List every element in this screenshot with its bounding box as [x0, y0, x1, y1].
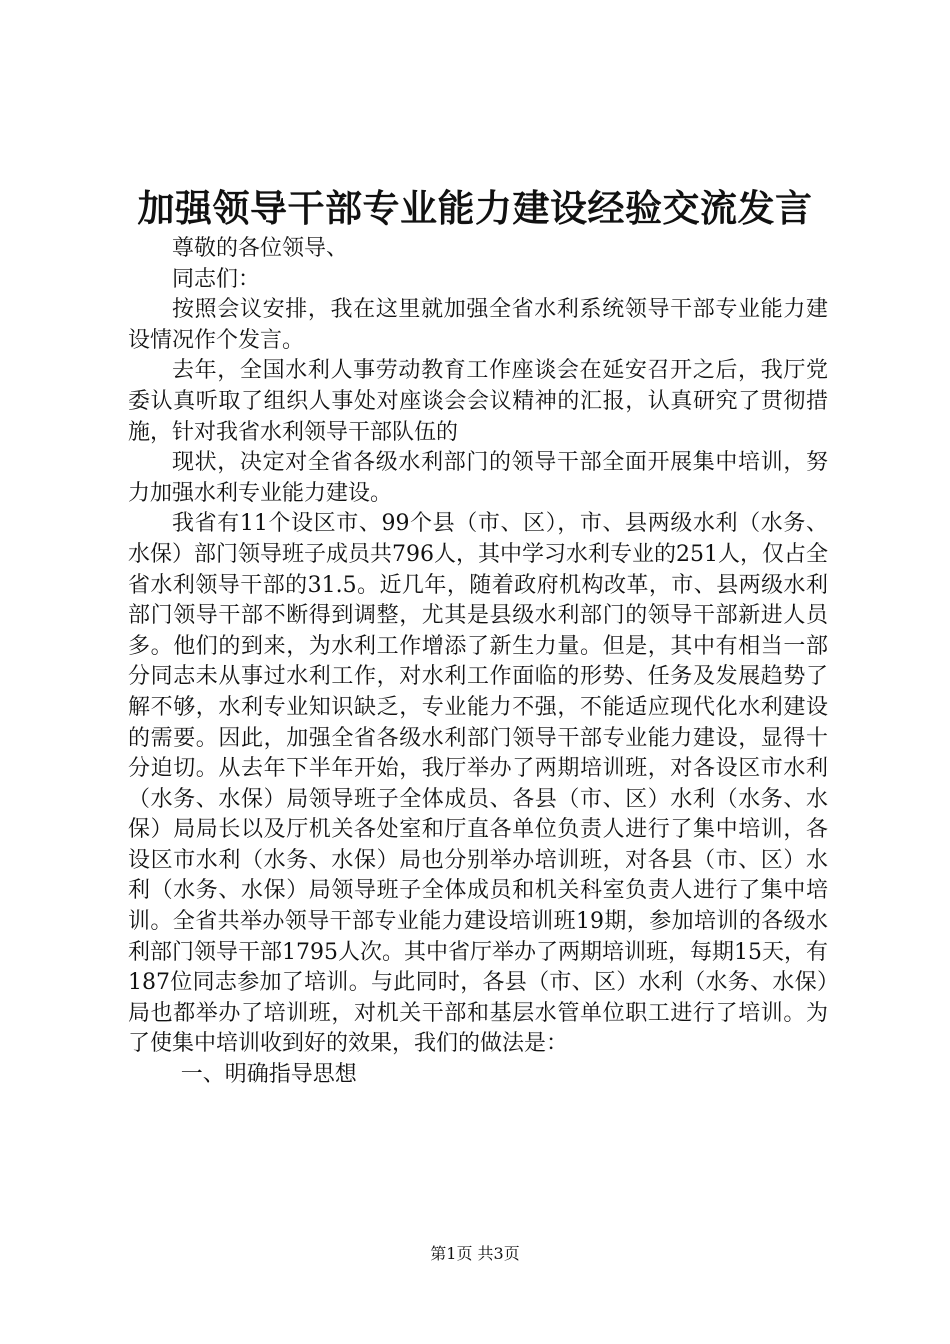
page-number: 第1页 共3页 — [430, 1244, 520, 1263]
salutation-line-2: 同志们： — [172, 266, 261, 292]
document-title: 加强领导干部专业能力建设经验交流发言 — [137, 187, 813, 230]
section-heading: 一、明确指导思想 — [180, 1062, 357, 1088]
paragraph-background: 去年，全国水利人事劳动教育工作座谈会在延安召开之后，我厅党委认真听取了组织人事处对座谈会会议精神的汇报，认真研究了贯彻措施，针对我省水利领导干部队伍的 — [128, 358, 828, 445]
paragraph-intro: 按照会议安排，我在这里就加强全省水利系统领导干部专业能力建设情况作个发言。 — [128, 297, 828, 353]
document-body — [128, 234, 828, 1091]
salutation-line-1: 尊敬的各位领导、 — [172, 236, 349, 261]
paragraph-situation: 我省有11个设区市、99个县（市、区），市、县两级水利（水务、水保）部门领导班子成员共796人，其中学习水利专业的251人，仅占全省水利领导干部的31.5。近几年，随着政府机构改革，市、县两级水利部门领导干部不断得到调整，尤其是县级水利部门的领导干部新进人员多。他们的到来，为水利工作增添了新生力量。但是，其中有相当一部分同志未从事过水利工作，对水利工作面临的形势、任务及发展趋势了解不够，水利专业知识缺乏，专业能力不强，不能适应现代化水利建设的需要。因此，加强全省各级水利部门领导干部专业能力建设，显得十分迫切。从去年下半年开始，我厅举办了两期培训班，对各设区市水利（水务、水保）局领导班子全体成员、各县（市、区）水利（水务、水保）局局长以及厅机关各处室和厅直各单位负责人进行了集中培训，各设区市水利（水务、水保）局也分别举办培训班，对各县（市、区）水利（水务、水保）局领导班子全体成员和机关科室负责人进行了集中培训。全省共举办领导干部专业能力建设培训班19期，参加培训的各级水利部门领导干部1795人次。其中省厅举办了两期培训班，每期15天，有187位同志参加了培训。与此同时，各县（市、区）水利（水务、水保）局也都举办了培训班，对机关干部和基层水管单位职工进行了培训。为了使集中培训收到好的效果，我们的做法是： — [128, 511, 828, 1057]
paragraph-decision: 现状，决定对全省各级水利部门的领导干部全面开展集中培训，努力加强水利专业能力建设。 — [128, 450, 828, 506]
